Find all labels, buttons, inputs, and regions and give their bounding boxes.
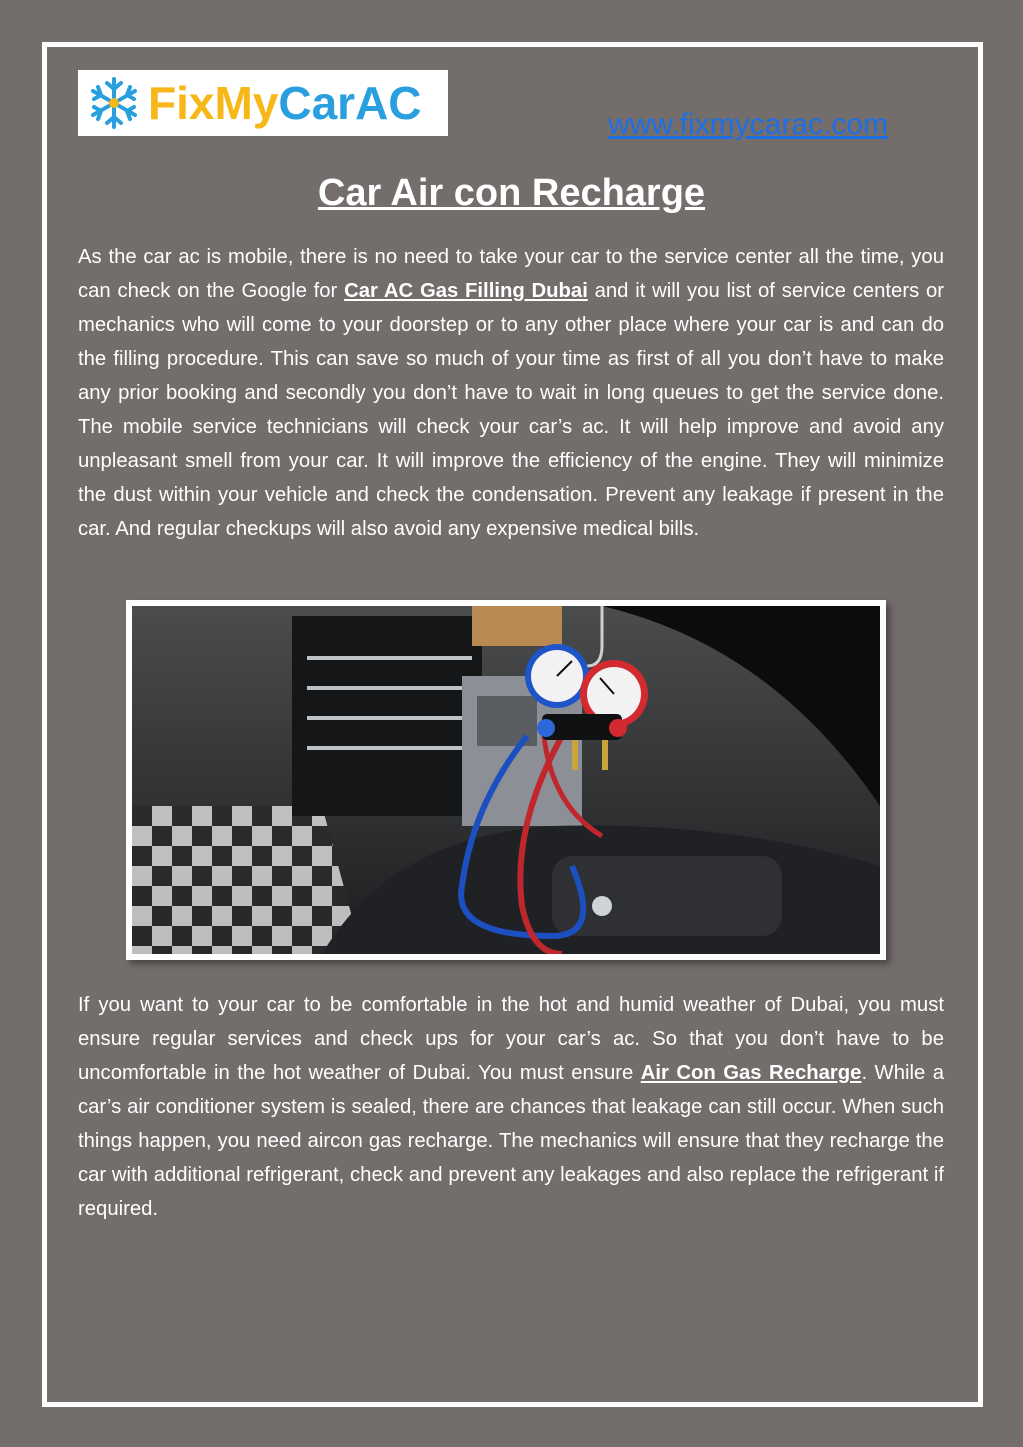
intro-text-end: and it will you list of service centers or mechanics who will come to your doorstep or to any other place where your car is and can do the filling procedure. This can save so much of your time as first of all you don’t have to make any prior booking and secondly you don’t have to wait in long queues to get the service done. The mobile service technicians will check your car’s ac. It will help improve and avoid any unpleasant smell from your car. It will improve the efficiency of the engine. They will minimize the dust within your vehicle and check the condensation. Prevent any leakage if present in the car. And regular checkups will also avoid any expensive medical bills. — [78, 280, 945, 540]
recharge-text-start: If you want to your car to be comfortable in the hot and humid weather of Dubai, you must ensure regular services and check ups for your car’s ac. So that you don’t have to be uncomfortable in the hot weather of Dubai. You must ensure — [78, 994, 944, 1084]
fixmycarac-logo[interactable] — [78, 70, 448, 136]
recharge-paragraph — [78, 988, 944, 1226]
recharge-text-end: . While a car’s air conditioner system is sealed, there are chances that leakage can still occur. When such things happen, you need aircon gas recharge. The mechanics will ensure that they recharge the car with additional refrigerant, check and prevent any leakages and also replace the refrigerant if required. — [78, 1062, 944, 1220]
photo-gauges-engine-bay — [132, 606, 880, 954]
logo-text-carac: CarAC — [278, 77, 422, 129]
intro-text-start: As the car ac is mobile, there is no need to take your car to the service center all the time, you can check on the Google for — [78, 246, 944, 302]
ac-recharge-photo — [126, 600, 886, 960]
air-con-gas-recharge-link[interactable]: Air Con Gas Recharge — [640, 1062, 862, 1084]
logo-text-fixmy: FixMy — [148, 77, 279, 129]
page-title: Car Air con Recharge — [317, 172, 706, 214]
car-ac-gas-filling-link[interactable]: Car AC Gas Filling Dubai — [344, 280, 588, 302]
logo-wordmark — [148, 77, 422, 129]
website-link[interactable]: www.fixmycarac.com — [608, 108, 889, 141]
snowflake-icon — [84, 73, 144, 133]
intro-paragraph — [78, 240, 944, 546]
